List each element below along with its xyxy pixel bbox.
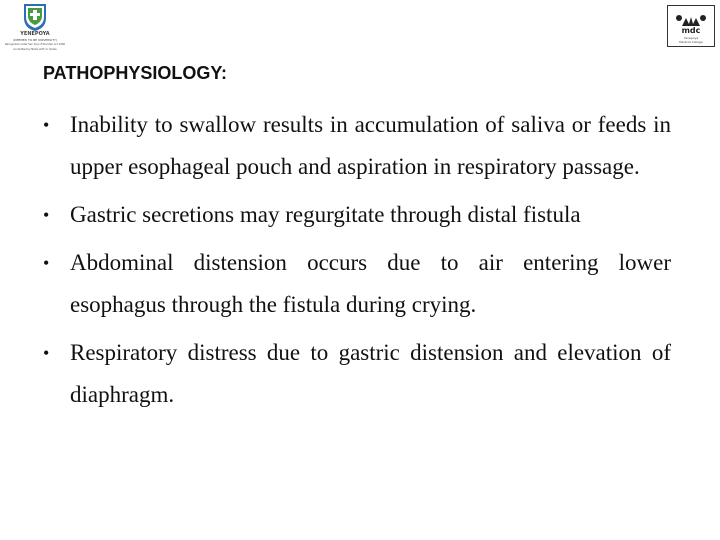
bullet-list xyxy=(43,104,671,422)
college-emblem-icon xyxy=(668,6,714,46)
college-logo xyxy=(667,5,715,47)
bullet-item xyxy=(43,242,671,326)
bullet-icon: • xyxy=(43,343,50,363)
bullet-item xyxy=(43,104,671,188)
slide-title: PATHOPHYSIOLOGY: xyxy=(43,63,228,83)
bullet-text: Respiratory distress due to gastric distension and elevation of diaphragm. xyxy=(70,340,671,407)
bullet-icon: • xyxy=(43,115,50,135)
college-mark: mdc xyxy=(681,26,701,35)
bullet-item xyxy=(43,332,671,416)
bullet-text: Gastric secretions may regurgitate through distal fistula xyxy=(70,202,581,227)
bullet-item xyxy=(43,194,671,236)
logo-line-1: (DEEMED TO BE UNIVERSITY) xyxy=(12,38,58,42)
bullet-icon: • xyxy=(43,253,50,273)
college-line-1: Yenepoya xyxy=(683,36,699,40)
logo-line-2: Recognized under Sec 3(a) of the UGC Act 1956 xyxy=(4,43,66,46)
bullet-text: Abdominal distension occurs due to air entering lower esophagus through the fistula during crying. xyxy=(70,250,671,317)
college-line-2: Medical College xyxy=(679,40,703,44)
bullet-icon: • xyxy=(43,205,50,225)
university-logo xyxy=(2,2,68,54)
shield-icon xyxy=(2,2,68,32)
logo-name: YENEPOYA xyxy=(20,31,50,37)
logo-line-3: Accredited by NAAC with 'A' Grade xyxy=(13,48,57,51)
bullet-text: Inability to swallow results in accumulation of saliva or feeds in upper esophageal pouch and aspiration in respiratory passage. xyxy=(70,112,671,179)
